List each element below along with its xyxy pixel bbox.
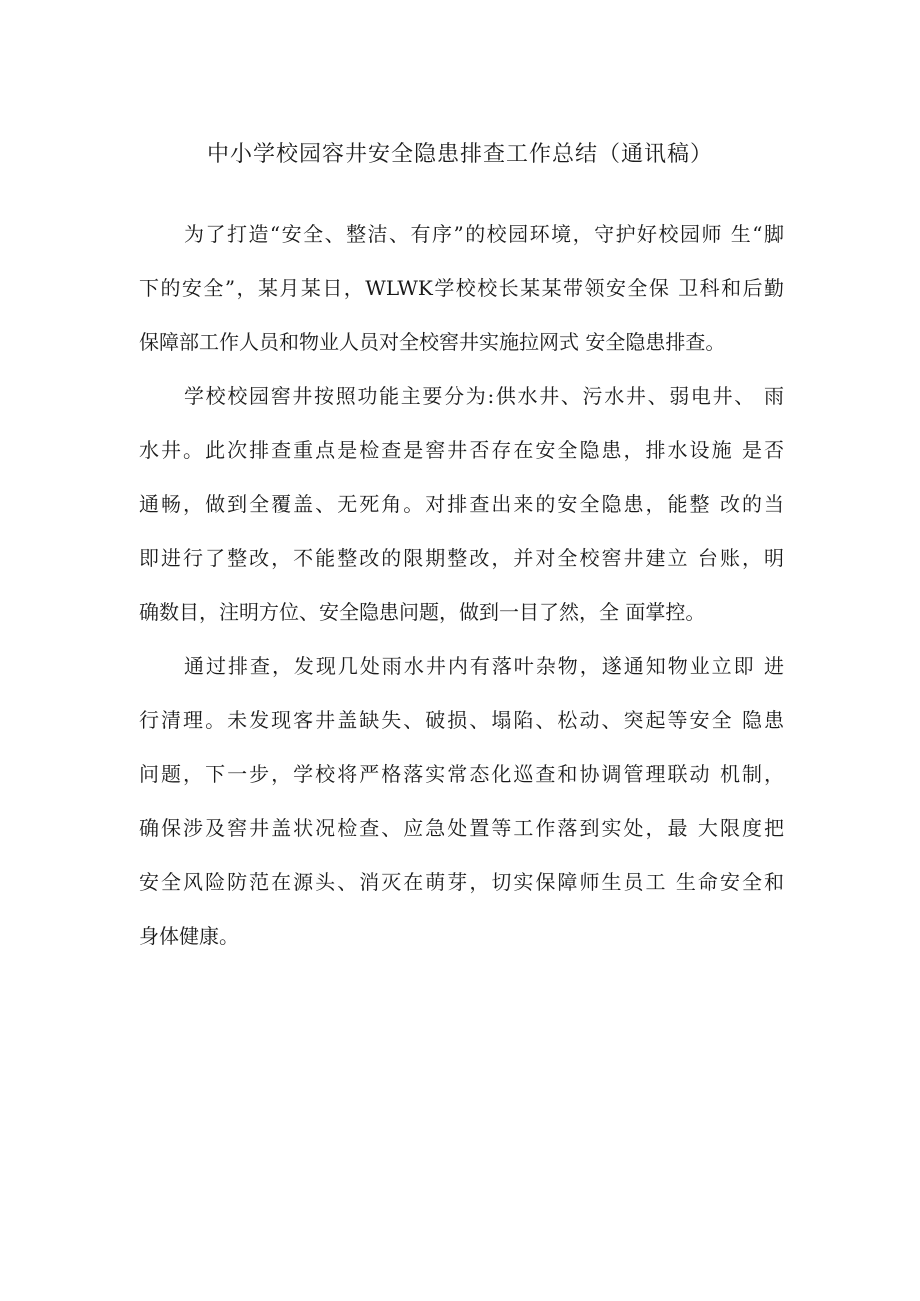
paragraph-2-line-2: 水井。此次排查重点是检查是窖井否存在安全隐患，排水设施 是否 <box>139 438 784 462</box>
paragraph-3-line-2: 行清理。未发现客井盖缺失、破损、塌陷、松动、突起等安全 隐患 <box>139 708 784 732</box>
paragraph-2-line-1: 学校校园窖井按照功能主要分为:供水井、污水井、弱电井、 雨 <box>184 384 784 408</box>
paragraph-1-line-3: 保障部工作人员和物业人员对全校窖井实施拉网式 安全隐患排查。 <box>139 330 726 354</box>
paragraph-3-line-5: 安全风险防范在源头、消灭在萌芽，切实保障师生员工 生命安全和 <box>139 870 784 894</box>
paragraph-3-line-1: 通过排查，发现几处雨水井内有落叶杂物，遂通知物业立即 进 <box>184 654 784 678</box>
paragraph-2-line-4: 即进行了整改，不能整改的限期整改，并对全校窖井建立 台账，明 <box>139 546 784 570</box>
paragraph-2-line-3: 通畅，做到全覆盖、无死角。对排查出来的安全隐患，能整 改的当 <box>139 492 784 516</box>
paragraph-3-line-6: 身体健康。 <box>139 924 239 948</box>
paragraph-1-line-1: 为了打造“安全、整洁、有序”的校园环境，守护好校园师 生“脚 <box>184 222 784 246</box>
paragraph-2-line-5: 确数目，注明方位、安全隐患问题，做到一目了然，全 面掌控。 <box>139 600 706 624</box>
document-title: 中小学校园容井安全隐患排查工作总结（通讯稿） <box>206 142 713 167</box>
paragraph-1-line-2: 下的安全”，某月某日，WLWK学校校长某某带领安全保 卫科和后勤 <box>139 276 784 300</box>
paragraph-3-line-3: 问题，下一步，学校将严格落实常态化巡查和协调管理联动 机制， <box>139 762 784 786</box>
paragraph-3-line-4: 确保涉及窖井盖状况检查、应急处置等工作落到实处，最 大限度把 <box>139 816 784 840</box>
